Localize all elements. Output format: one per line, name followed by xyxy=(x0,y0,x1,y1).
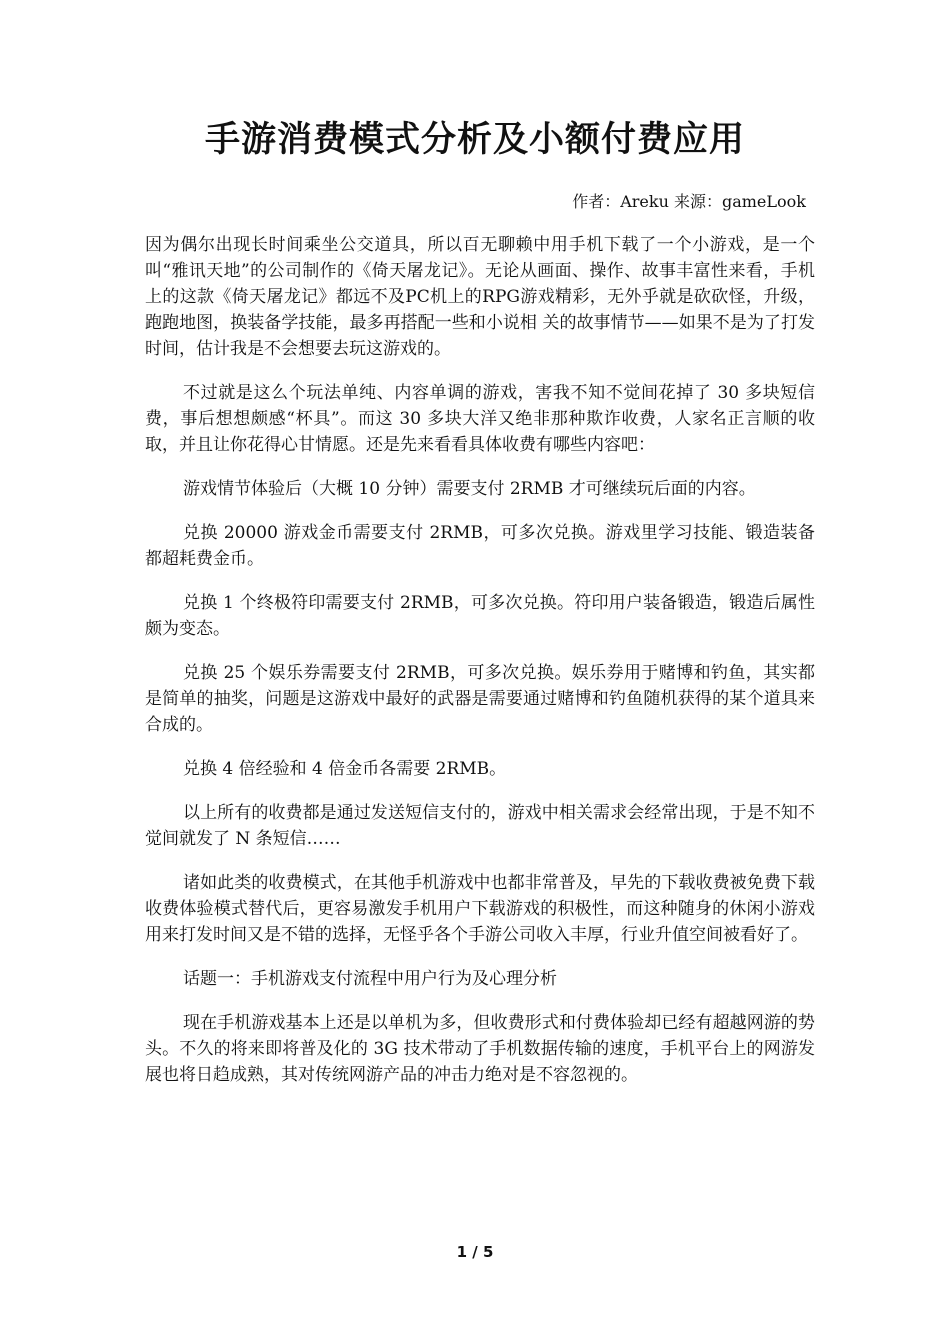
paragraph-industry: 诸如此类的收费模式，在其他手机游戏中也都非常普及，早先的下载收费被免费下载收费体验模式替代后，更容易激发手机用户下载游戏的积极性，而这种随身的休闲小游戏用来打发时间又是不错的选择，无怪乎各个手游公司收入丰厚，行业升值空间被看好了。 xyxy=(145,873,815,945)
paragraph-charges-intro: 不过就是这么个玩法单纯、内容单调的游戏，害我不知不觉间花掉了 30 多块短信费，事后想想颇感“杯具”。而这 30 多块大洋又绝非那种欺诈收费，人家名正言顺的收取，并且让你花得心甘情愿。还是先来看看具体收费有哪些内容吧： xyxy=(145,383,815,455)
document-body xyxy=(145,232,815,1106)
paragraph-intro: 因为偶尔出现长时间乘坐公交道具，所以百无聊赖中用手机下载了一个小游戏，是一个叫“雅讯天地”的公司制作的《倚天屠龙记》。无论从画面、操作、故事丰富性来看，手机上的这款《倚天屠龙记》都远不及PC机上的RPG游戏精彩，无外乎就是砍砍怪，升级，跑跑地图，换装备学技能，最多再搭配一些和小说相 关的故事情节——如果不是为了打发时间，估计我是不会想要去玩这游戏的。 xyxy=(145,235,815,359)
paragraph-outlook: 现在手机游戏基本上还是以单机为多，但收费形式和付费体验却已经有超越网游的势头。不久的将来即将普及化的 3G 技术带动了手机数据传输的速度，手机平台上的网游发展也将日趋成熟，其对传统网游产品的冲击力绝对是不容忽视的。 xyxy=(145,1013,815,1085)
paragraph-charge-story: 游戏情节体验后（大概 10 分钟）需要支付 2RMB 才可继续玩后面的内容。 xyxy=(183,479,756,499)
section-heading-topic-one: 话题一：手机游戏支付流程中用户行为及心理分析 xyxy=(183,969,557,989)
author-source-line: 作者：Areku 来源：gameLook xyxy=(572,192,806,211)
paragraph-charge-gold: 兑换 20000 游戏金币需要支付 2RMB，可多次兑换。游戏里学习技能、锻造装备都超耗费金币。 xyxy=(145,523,815,569)
document-title: 手游消费模式分析及小额付费应用 xyxy=(204,119,745,160)
paragraph-sms-summary: 以上所有的收费都是通过发送短信支付的，游戏中相关需求会经常出现，于是不知不觉间就发了 N 条短信…… xyxy=(145,803,815,849)
paragraph-charge-multiplier: 兑换 4 倍经验和 4 倍金币各需要 2RMB。 xyxy=(183,759,507,779)
page-number: 1 / 5 xyxy=(456,1243,494,1261)
paragraph-charge-seal: 兑换 1 个终极符印需要支付 2RMB，可多次兑换。符印用户装备锻造，锻造后属性颇为变态。 xyxy=(145,593,815,639)
paragraph-charge-tickets: 兑换 25 个娱乐券需要支付 2RMB，可多次兑换。娱乐券用于赌博和钓鱼，其实都是简单的抽奖，问题是这游戏中最好的武器是需要通过赌博和钓鱼随机获得的某个道具来合成的。 xyxy=(145,663,815,735)
